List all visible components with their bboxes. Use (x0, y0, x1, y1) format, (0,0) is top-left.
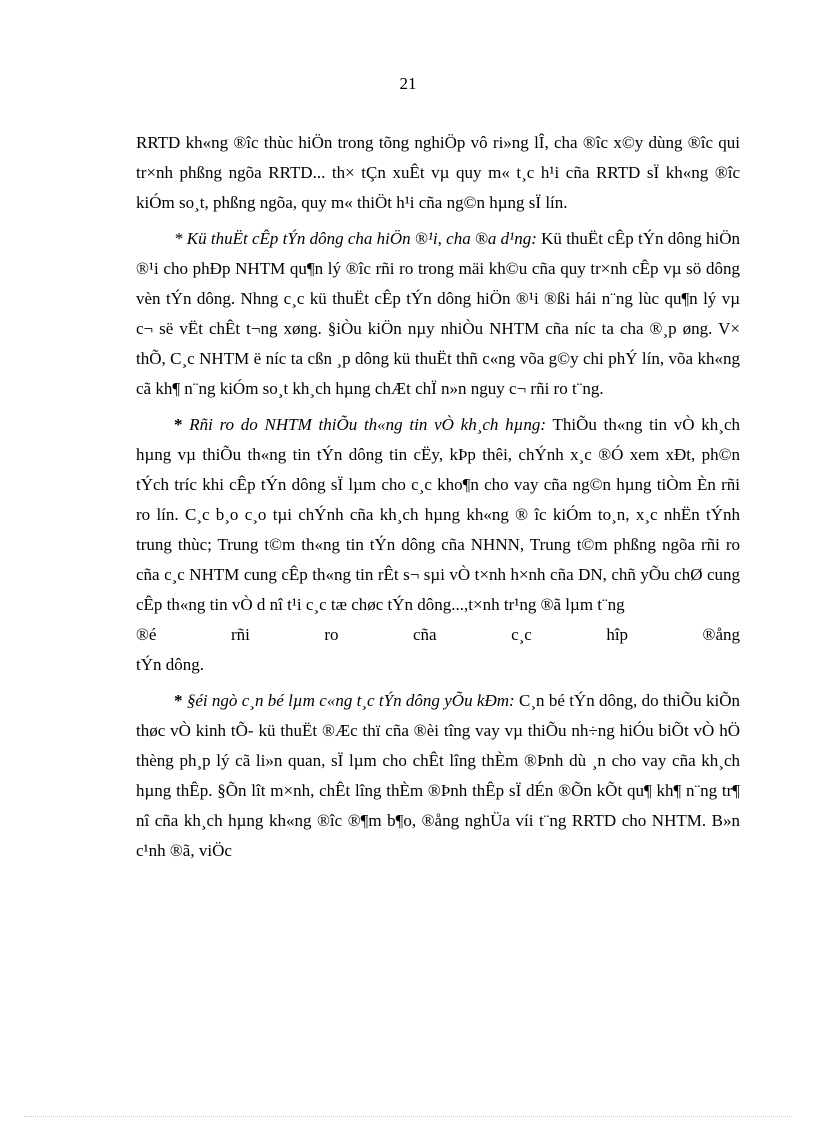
spread-word: ®ång (702, 625, 740, 644)
paragraph-3-spread-line (136, 620, 740, 650)
paragraph-3-heading: Rñi ro do NHTM thiÕu th«ng tin vÒ kh¸ch hµng: (182, 415, 547, 434)
paragraph-3-tail: tÝn dông. (136, 655, 204, 674)
spread-word: ro (324, 625, 339, 644)
bottom-dotted-rule (24, 1116, 792, 1117)
spread-word: ®é (136, 625, 157, 644)
paragraph-2 (136, 224, 740, 404)
paragraph-2-heading: * Kü thuËt cÊp tÝn dông cha hiÖn ®¹i, cha ®a d¹ng: (174, 229, 537, 248)
spread-word: rñi (230, 625, 250, 644)
page-number: 21 (399, 74, 417, 93)
spread-word: hîp (606, 625, 629, 644)
spread-word: c¸c (511, 625, 532, 644)
paragraph-4-star: * (174, 691, 183, 710)
paragraph-3-text: ThiÕu th«ng tin vÒ kh¸ch hµng vµ thiÕu th«ng tin tÝn dông tin cËy, kÞp thêi, chÝnh x¸c ®Ó xem xÐt, ph©n tÝch tríc khi cÊp tÝn dông sÏ lµm cho c¸c kho¶n cho vay cña ng©n hµng tiÒm Èn rñi ro lín. C¸c b¸o c¸o tµi chÝnh cña kh¸ch hµng kh«ng ® îc kiÓm to¸n, x¸c nhËn tÝnh trung thùc; Trung t©m th«ng tin tÝn dông cña NHNN, Trung t©m phßng ngõa rñi ro cña c¸c NHTM cung cÊp th«ng tin rÊt s¬ sµi vÒ t×nh h×nh cña DN, chñ yÕu chØ cung cÊp th«ng tin vÒ d nî t¹i c¸c tæ chøc tÝn dông...,t×nh tr¹ng ®ã lµm t¨ng (136, 415, 740, 614)
paragraph-2-text: Kü thuËt cÊp tÝn dông hiÖn ®¹i cho phÐp NHTM qu¶n lý ®îc rñi ro trong mäi kh©u cña quy tr×nh cÊp vµ sö dông vèn tÝn dông. Nhng c¸c kü thuËt cÊp tÝn dông hiÖn ®¹i ®ßi hái n¨ng lùc qu¶n lý vµ c¬ së vËt chÊt t¬ng xøng. §iÒu kiÖn nµy nhiÒu NHTM cña níc ta cha ®¸p øng. V× thÕ, C¸c NHTM ë níc ta cßn ¸p dông kü thuËt thñ c«ng võa g©y chi phÝ lín, võa kh«ng cã kh¶ n¨ng kiÓm so¸t kh¸ch hµng chÆt chÏ n»n nguy c¬ rñi ro t¨ng. (136, 229, 740, 398)
body-text (136, 128, 740, 872)
paragraph-1: RRTD kh«ng ®îc thùc hiÖn trong tõng nghiÖp vô ri»ng lÎ, cha ®îc x©y dùng ®îc qui tr×nh phßng ngõa RRTD... th× tÇn xuÊt vµ quy m« t¸c h¹i cña RRTD sÏ kh«ng ®îc kiÓm so¸t, phßng ngõa, quy m« thiÖt h¹i cña ng©n hµng sÏ lín. (136, 133, 740, 212)
paragraph-4-text: C¸n bé tÝn dông, do thiÕu kiÕn thøc vÒ kinh tÕ- kü thuËt ®Æc thï cña ®èi tîng vay vµ thiÕu nh÷ng hiÓu biÕt vÒ hÖ thèng ph¸p lý cã li»n quan, sÏ lµm cho chÊt lîng thÈm ®Þnh dù ¸n cho vay cña kh¸ch hµng thÊp. §Õn lît m×nh, chÊt lîng thÈm ®Þnh thÊp sÏ dÉn ®Õn kÕt qu¶ kh¶ n¨ng tr¶ nî cña kh¸ch hµng kh«ng ®îc ®¶m b¶o, ®ång nghÜa víi t¨ng RRTD cho NHTM. B»n c¹nh ®ã, viÖc (136, 691, 740, 860)
paragraph-3 (136, 410, 740, 620)
spread-word: cña (412, 625, 437, 644)
paragraph-4-heading: §éi ngò c¸n bé lµm c«ng t¸c tÝn dông yÕu kÐm: (182, 691, 515, 710)
paragraph-4 (136, 686, 740, 866)
paragraph-3-star: * (174, 415, 183, 434)
